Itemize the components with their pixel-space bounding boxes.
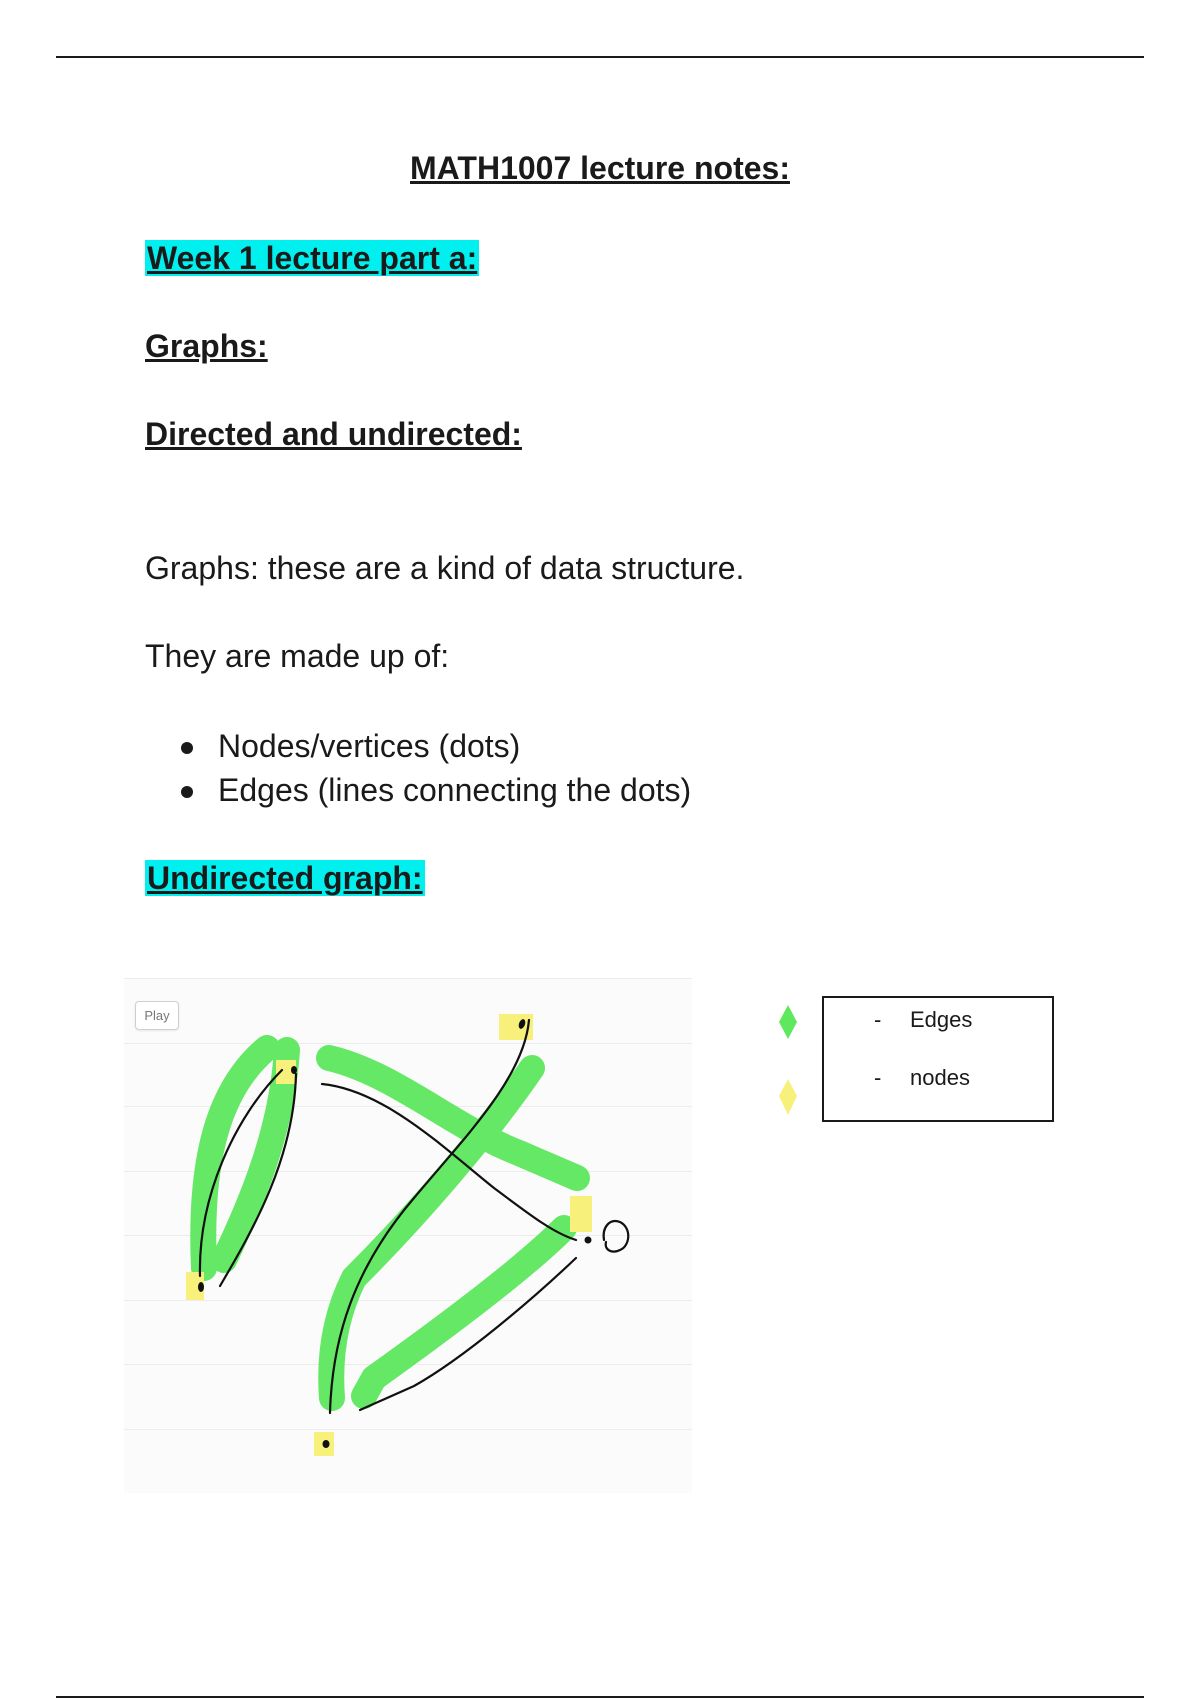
undirected-heading-text: Undirected graph: [147,860,423,896]
list-item [145,768,691,812]
page-title: MATH1007 lecture notes: [410,150,790,186]
node-dot [291,1066,297,1074]
bullet-icon [181,786,193,798]
undirected-graph-figure [124,978,692,1493]
play-button[interactable]: Play [135,1001,179,1030]
legend-box [822,996,1054,1122]
node-marker-icon [779,1079,797,1115]
undirected-heading [145,858,425,898]
week-heading [145,238,479,278]
legend-label-nodes: nodes [910,1065,970,1090]
legend-dash: - [874,1065,882,1090]
edge-marker-icon [779,1005,797,1039]
bullet-icon [181,742,193,754]
week-heading-text: Week 1 lecture part a: [147,240,478,276]
page-top-rule [56,56,1144,58]
list-item-text: Nodes/vertices (dots) [218,728,521,764]
list-item [145,724,691,768]
graphs-heading: Graphs: [145,328,268,364]
node-dot [198,1282,204,1292]
graph-drawing [124,978,692,1493]
self-loop-edge [604,1221,629,1251]
legend-markers [775,1005,805,1125]
intro-paragraph: Graphs: these are a kind of data structure. [145,550,745,586]
made-up-paragraph: They are made up of: [145,638,450,674]
legend-label-edges: Edges [910,1007,973,1032]
edge-line [360,1258,576,1410]
node-dot [323,1440,330,1448]
node-highlight [570,1196,592,1232]
directed-heading: Directed and undirected: [145,416,522,452]
legend-dash: - [874,1007,882,1032]
list-item-text: Edges (lines connecting the dots) [218,772,692,808]
node-dot [585,1237,592,1244]
page-bottom-rule [56,1696,1144,1698]
components-list [145,724,691,812]
